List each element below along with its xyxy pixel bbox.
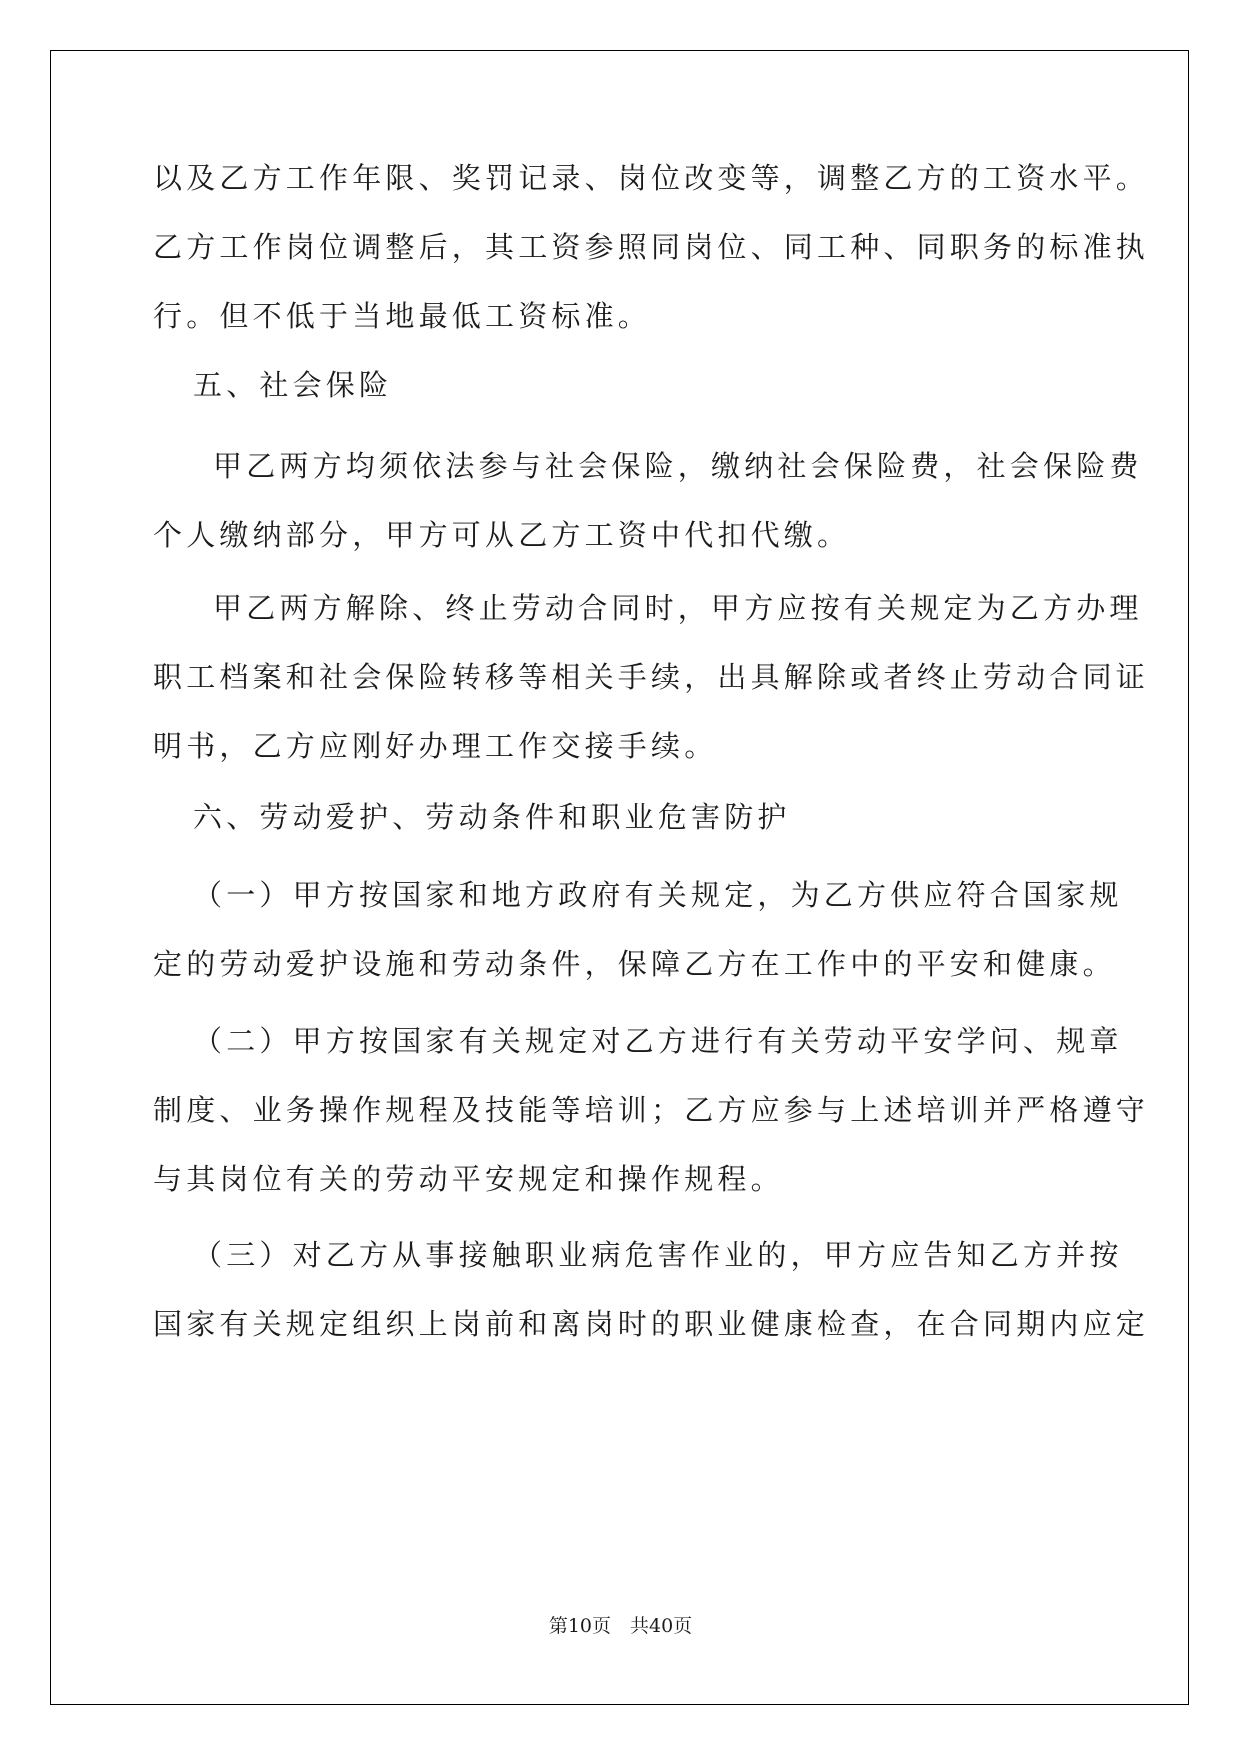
text-line: 明书，乙方应刚好办理工作交接手续。 xyxy=(153,729,718,763)
text-line: 与其岗位有关的劳动平安规定和操作规程。 xyxy=(153,1162,784,1196)
text-line: （一）甲方按国家和地方政府有关规定，为乙方供应符合国家规 xyxy=(193,878,1123,912)
text-line: 定的劳动爱护设施和劳动条件，保障乙方在工作中的平安和健康。 xyxy=(153,947,1116,981)
text-line: （三）对乙方从事接触职业病危害作业的，甲方应告知乙方并按 xyxy=(193,1238,1123,1272)
text-line: 个人缴纳部分，甲方可从乙方工资中代扣代缴。 xyxy=(153,518,851,552)
text-line: 乙方工作岗位调整后，其工资参照同岗位、同工种、同职务的标准执 xyxy=(153,230,1150,264)
text-line: （二）甲方按国家有关规定对乙方进行有关劳动平安学问、规章 xyxy=(193,1024,1123,1058)
text-line: 甲乙两方解除、终止劳动合同时，甲方应按有关规定为乙方办理 xyxy=(213,591,1143,625)
text-line: 国家有关规定组织上岗前和离岗时的职业健康检查，在合同期内应定 xyxy=(153,1307,1150,1341)
section-heading: 六、劳动爱护、劳动条件和职业危害防护 xyxy=(193,800,791,834)
text-line: 以及乙方工作年限、奖罚记录、岗位改变等，调整乙方的工资水平。 xyxy=(153,161,1150,195)
text-line: 职工档案和社会保险转移等相关手续，出具解除或者终止劳动合同证 xyxy=(153,660,1150,694)
text-line: 甲乙两方均须依法参与社会保险，缴纳社会保险费，社会保险费 xyxy=(213,449,1143,483)
page-number: 第10页 共40页 xyxy=(548,1615,693,1637)
text-line: 制度、业务操作规程及技能等培训；乙方应参与上述培训并严格遵守 xyxy=(153,1093,1150,1127)
section-heading: 五、社会保险 xyxy=(193,368,393,402)
text-line: 行。但不低于当地最低工资标准。 xyxy=(153,299,652,333)
